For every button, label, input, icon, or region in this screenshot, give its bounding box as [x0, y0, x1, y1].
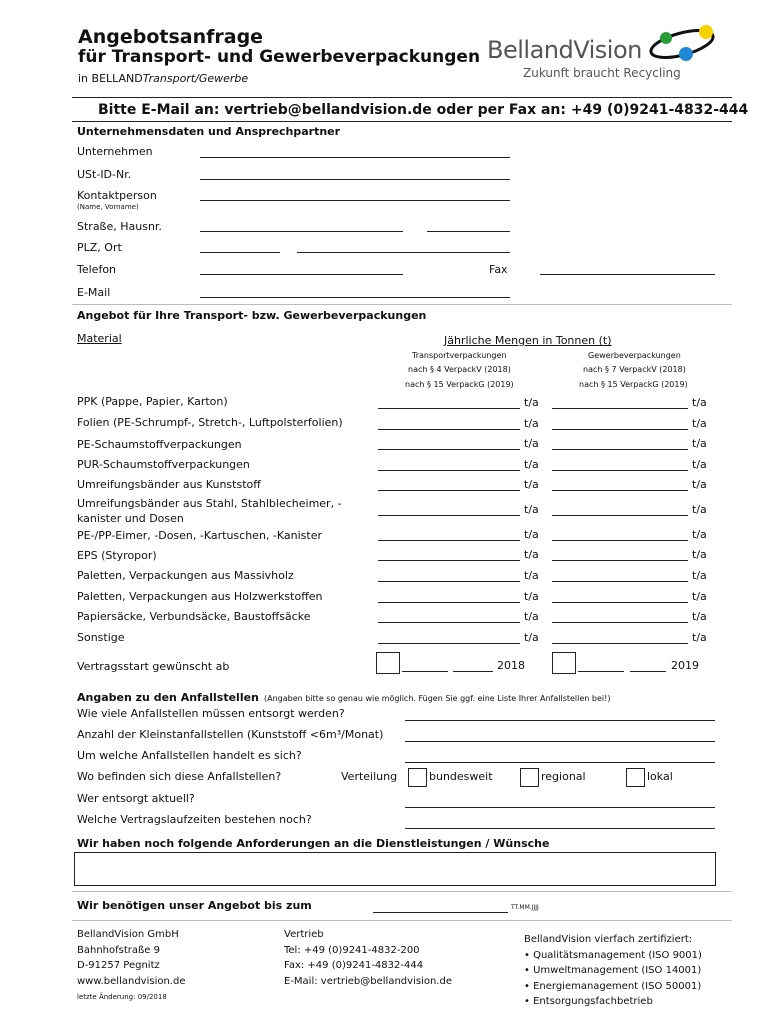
- material-row-label: Umreifungsbänder aus Stahl, Stahlblecheimer, -: [77, 497, 342, 510]
- commercial-quantity-field[interactable]: [552, 540, 688, 541]
- offer-deadline-field[interactable]: [373, 912, 508, 913]
- unit-label: t/a: [524, 458, 539, 471]
- contract-start-box-2019[interactable]: [552, 652, 576, 674]
- unit-label: t/a: [524, 631, 539, 644]
- transport-quantity-field[interactable]: [378, 515, 520, 516]
- unit-label: t/a: [692, 437, 707, 450]
- material-row-label: Paletten, Verpackungen aus Holzwerkstoffen: [77, 590, 323, 603]
- material-row-label: Umreifungsbänder aus Kunststoff: [77, 478, 261, 491]
- material-row-label: Papiersäcke, Verbundsäcke, Baustoffsäcke: [77, 610, 311, 623]
- unit-label: t/a: [692, 458, 707, 471]
- unit-label: t/a: [524, 503, 539, 516]
- col2-line1: Gewerbeverpackungen: [588, 351, 681, 360]
- unit-label: t/a: [524, 478, 539, 491]
- cert-item: • Energiemanagement (ISO 50001): [524, 980, 702, 992]
- footer-website[interactable]: www.bellandvision.de: [77, 975, 186, 987]
- company-section-heading: Unternehmensdaten und Ansprechpartner: [77, 125, 341, 138]
- commercial-quantity-field[interactable]: [552, 408, 688, 409]
- unit-label: t/a: [524, 528, 539, 541]
- unit-label: t/a: [692, 590, 707, 603]
- col1-line2: nach § 4 VerpackV (2018): [408, 365, 511, 374]
- regional-checkbox[interactable]: [520, 768, 539, 787]
- form-subtitle: für Transport- und Gewerbeverpackungen: [78, 47, 481, 67]
- year-2018: 2018: [497, 659, 525, 672]
- question-sources-count: Wie viele Anfallstellen müssen entsorgt werden?: [77, 707, 345, 720]
- regional-label: regional: [541, 770, 586, 783]
- col1-line3: nach § 15 VerpackG (2019): [405, 380, 514, 389]
- unit-label: t/a: [524, 396, 539, 409]
- annual-quantities-label: Jährliche Mengen in Tonnen (t): [444, 334, 612, 347]
- unit-label: t/a: [524, 569, 539, 582]
- unit-label: t/a: [692, 396, 707, 409]
- form-title: Angebotsanfrage: [78, 26, 264, 48]
- unit-label: t/a: [524, 590, 539, 603]
- local-label: lokal: [647, 770, 673, 783]
- distribution-label: Verteilung: [341, 770, 398, 783]
- contract-terms-field[interactable]: [405, 828, 715, 829]
- transport-quantity-field[interactable]: [378, 643, 520, 644]
- commercial-quantity-field[interactable]: [552, 602, 688, 603]
- current-disposer-field[interactable]: [405, 807, 715, 808]
- company-label: Unternehmen: [77, 145, 153, 158]
- commercial-quantity-field[interactable]: [552, 515, 688, 516]
- footer-sales-fax: Fax: +49 (0)9241-4832-444: [284, 960, 424, 971]
- last-change: letzte Änderung: 09/2018: [77, 993, 167, 1001]
- commercial-quantity-field[interactable]: [552, 449, 688, 450]
- nationwide-checkbox[interactable]: [408, 768, 427, 787]
- phone-label: Telefon: [77, 263, 117, 276]
- street-field[interactable]: [200, 231, 403, 232]
- footer-city: D-91257 Pegnitz: [77, 960, 160, 971]
- commercial-quantity-field[interactable]: [552, 490, 688, 491]
- unit-label: t/a: [692, 631, 707, 644]
- commercial-quantity-field[interactable]: [552, 622, 688, 623]
- material-row-label: PUR-Schaumstoffverpackungen: [77, 458, 250, 471]
- contract-start-box-2018[interactable]: [376, 652, 400, 674]
- unit-label: t/a: [692, 528, 707, 541]
- transport-quantity-field[interactable]: [378, 560, 520, 561]
- unit-label: t/a: [692, 548, 707, 561]
- material-row-label: PE-Schaumstoffverpackungen: [77, 438, 242, 451]
- offer-section-heading: Angebot für Ihre Transport- bzw. Gewerbeverpackungen: [77, 309, 427, 322]
- requirements-textarea[interactable]: [74, 852, 716, 886]
- commercial-quantity-field[interactable]: [552, 470, 688, 471]
- contract-start-month-2019[interactable]: [630, 671, 666, 672]
- contact-banner: Bitte E-Mail an: vertrieb@bellandvision.de oder per Fax an: +49 (0)9241-4832-444: [98, 102, 749, 118]
- local-checkbox[interactable]: [626, 768, 645, 787]
- material-row-label: Sonstige: [77, 631, 125, 644]
- unit-label: t/a: [524, 610, 539, 623]
- commercial-quantity-field[interactable]: [552, 643, 688, 644]
- transport-quantity-field[interactable]: [378, 540, 520, 541]
- commercial-quantity-field[interactable]: [552, 429, 688, 430]
- contract-start-label: Vertragsstart gewünscht ab: [77, 660, 230, 673]
- material-row-label: EPS (Styropor): [77, 549, 157, 562]
- unit-label: t/a: [692, 503, 707, 516]
- unit-label: t/a: [524, 548, 539, 561]
- logo-wordmark: BellandVision: [487, 36, 642, 64]
- unit-label: t/a: [692, 569, 707, 582]
- col1-line1: Transportverpackungen: [412, 351, 507, 360]
- material-label: Material: [77, 332, 122, 345]
- footer-company-name: BellandVision GmbH: [77, 929, 179, 940]
- zip-field[interactable]: [200, 252, 280, 253]
- email-label: E-Mail: [77, 286, 111, 299]
- question-small-sources: Anzahl der Kleinstanfallstellen (Kunststoff <6m³/Monat): [77, 728, 384, 741]
- transport-quantity-field[interactable]: [378, 490, 520, 491]
- footer-sales-phone: Tel: +49 (0)9241-4832-200: [284, 944, 420, 956]
- transport-quantity-field[interactable]: [378, 408, 520, 409]
- nationwide-label: bundesweit: [429, 770, 493, 783]
- commercial-quantity-field[interactable]: [552, 581, 688, 582]
- contract-start-day-2018[interactable]: [402, 671, 448, 672]
- unit-label: t/a: [692, 417, 707, 430]
- contract-start-month-2018[interactable]: [453, 671, 493, 672]
- email-field[interactable]: [200, 297, 510, 298]
- date-format-hint: TT.MM.JJJJ: [511, 904, 539, 911]
- fax-label: Fax: [489, 263, 508, 276]
- contact-hint: (Name, Vorname): [77, 203, 139, 211]
- transport-quantity-field[interactable]: [378, 581, 520, 582]
- logo-icon: [644, 20, 724, 68]
- source-type-field[interactable]: [405, 762, 715, 763]
- contract-start-day-2019[interactable]: [578, 671, 624, 672]
- small-sources-field[interactable]: [405, 741, 715, 742]
- unit-label: t/a: [692, 478, 707, 491]
- material-row-label: Folien (PE-Schrumpf-, Stretch-, Luftpolsterfolien): [77, 416, 343, 429]
- footer-sales: [284, 927, 452, 989]
- transport-quantity-field[interactable]: [378, 429, 520, 430]
- material-row-label: PPK (Pappe, Papier, Karton): [77, 395, 228, 408]
- col2-line3: nach § 15 VerpackG (2019): [579, 380, 688, 389]
- transport-quantity-field[interactable]: [378, 622, 520, 623]
- year-2019: 2019: [671, 659, 699, 672]
- sources-count-field[interactable]: [405, 720, 715, 721]
- contact-label: Kontaktperson: [77, 189, 157, 202]
- contact-field[interactable]: [200, 200, 510, 201]
- transport-quantity-field[interactable]: [378, 449, 520, 450]
- cert-heading: BellandVision vierfach zertifiziert:: [524, 934, 693, 945]
- city-field[interactable]: [297, 252, 510, 253]
- footer-company: [77, 927, 186, 989]
- footer-sales-email[interactable]: E-Mail: vertrieb@bellandvision.de: [284, 975, 452, 987]
- question-current-disposer: Wer entsorgt aktuell?: [77, 792, 195, 805]
- vat-field[interactable]: [200, 179, 510, 180]
- col2-line2: nach § 7 VerpackV (2018): [583, 365, 686, 374]
- unit-label: t/a: [524, 417, 539, 430]
- vat-label: USt-ID-Nr.: [77, 168, 132, 181]
- form-scope: in BELLANDTransport/Gewerbe: [78, 72, 249, 85]
- footer-certifications: [524, 932, 702, 1010]
- house-number-field[interactable]: [427, 231, 510, 232]
- offer-deadline-label: Wir benötigen unser Angebot bis zum: [77, 899, 312, 912]
- sources-heading: Angaben zu den Anfallstellen (Angaben bitte so genau wie möglich. Fügen Sie ggf. eine Liste Ihrer Anfallstellen bei!): [77, 691, 611, 704]
- unit-label: t/a: [524, 437, 539, 450]
- fax-field[interactable]: [540, 274, 715, 275]
- material-row-label: Paletten, Verpackungen aus Massivholz: [77, 569, 294, 582]
- cert-item: • Entsorgungsfachbetrieb: [524, 996, 653, 1007]
- question-contract-terms: Welche Vertragslaufzeiten bestehen noch?: [77, 813, 312, 826]
- requirements-heading: Wir haben noch folgende Anforderungen an die Dienstleistungen / Wünsche: [77, 837, 550, 850]
- question-source-location: Wo befinden sich diese Anfallstellen?: [77, 770, 282, 783]
- transport-quantity-field[interactable]: [378, 470, 520, 471]
- street-label: Straße, Hausnr.: [77, 220, 162, 233]
- cert-item: • Qualitätsmanagement (ISO 9001): [524, 949, 702, 961]
- phone-field[interactable]: [200, 274, 403, 275]
- transport-quantity-field[interactable]: [378, 602, 520, 603]
- footer-sales-heading: Vertrieb: [284, 929, 324, 940]
- question-source-type: Um welche Anfallstellen handelt es sich?: [77, 749, 302, 762]
- material-row-label: kanister und Dosen: [77, 512, 184, 525]
- cert-item: • Umweltmanagement (ISO 14001): [524, 965, 702, 976]
- logo-tagline: Zukunft braucht Recycling: [523, 66, 681, 80]
- city-label: PLZ, Ort: [77, 241, 122, 254]
- commercial-quantity-field[interactable]: [552, 560, 688, 561]
- company-field[interactable]: [200, 157, 510, 158]
- footer-street: Bahnhofstraße 9: [77, 944, 161, 956]
- material-row-label: PE-/PP-Eimer, -Dosen, -Kartuschen, -Kanister: [77, 529, 323, 542]
- unit-label: t/a: [692, 610, 707, 623]
